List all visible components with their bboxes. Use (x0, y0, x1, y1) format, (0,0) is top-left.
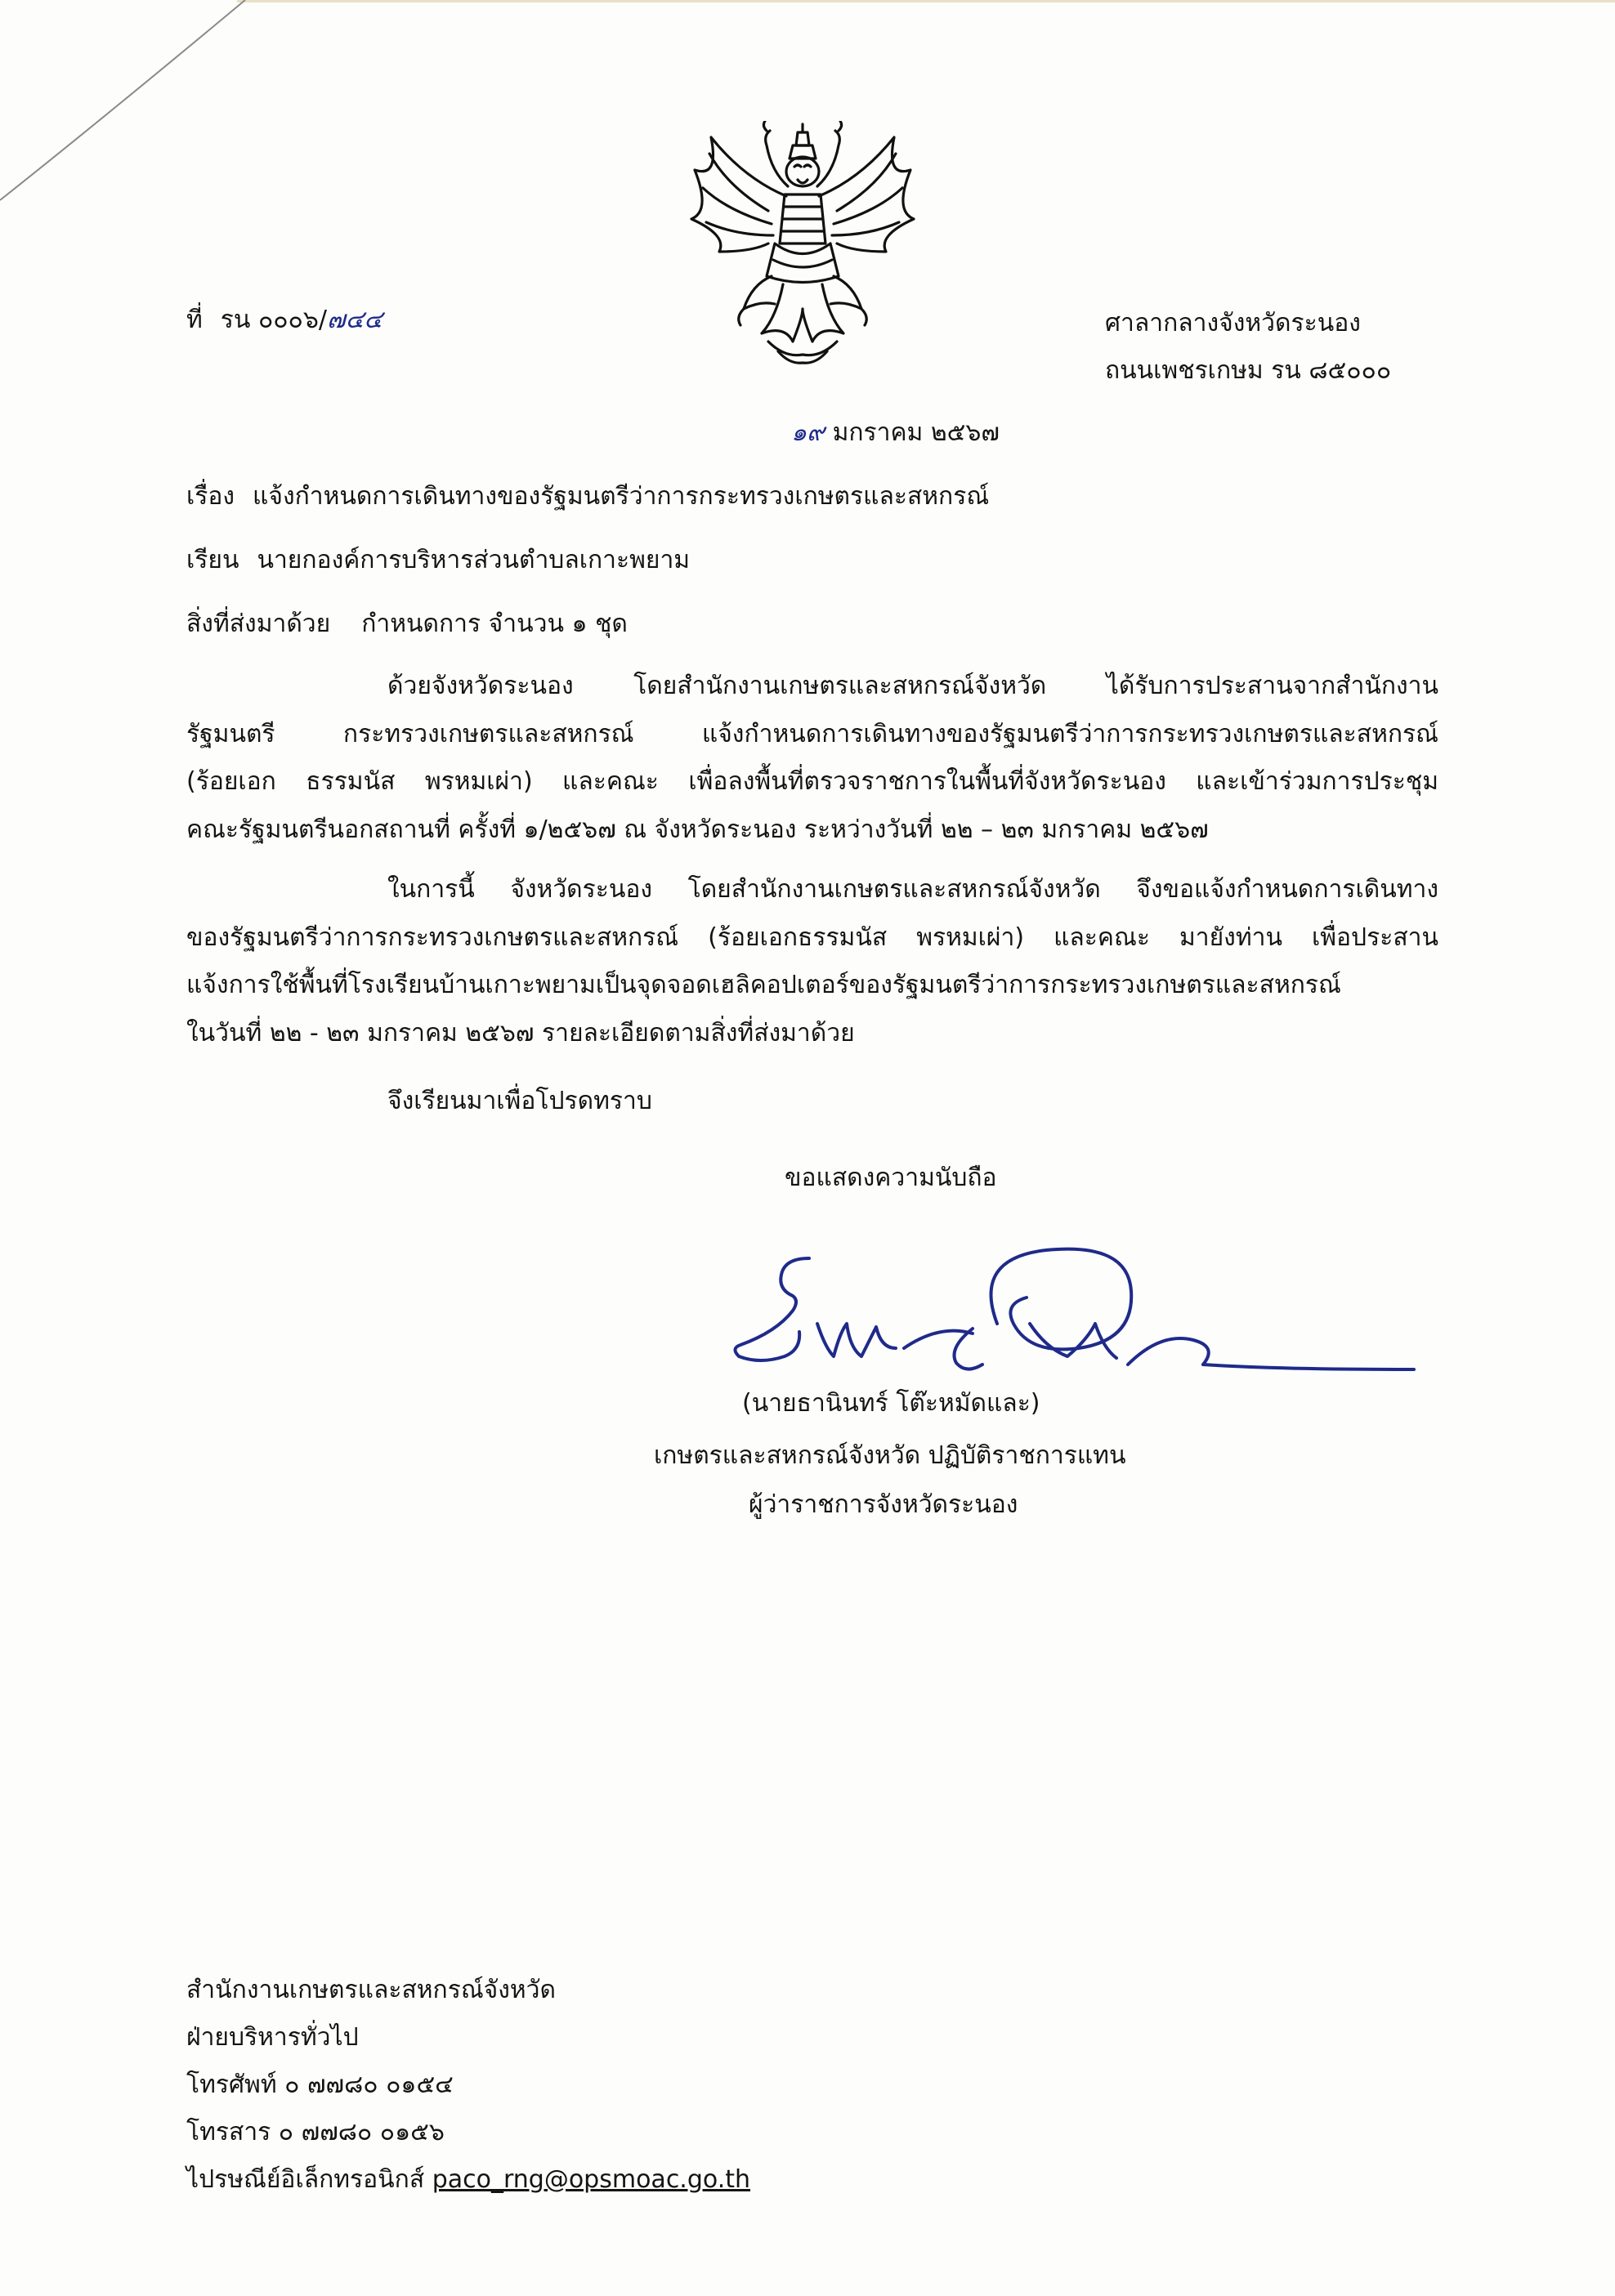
reference-number: รน ๐๐๐๖/ (220, 306, 328, 334)
enclosure-line (186, 608, 628, 641)
office-address: ถนนเพชรเกษม รน ๘๕๐๐๐ (1105, 356, 1392, 385)
document-date (791, 417, 1000, 449)
regards-text: ขอแสดงความนับถือ (785, 1164, 997, 1192)
paragraph-2-line: แจ้งการใช้พื้นที่โรงเรียนบ้านเกาะพยามเป็นจุดจอดเฮลิคอปเตอร์ของรัฐมนตรีว่าการกระทรวงเกษตรและสหกรณ์ (186, 971, 1341, 999)
subject-line (186, 480, 989, 513)
paragraph-1-line: รัฐมนตรี กระทรวงเกษตรและสหกรณ์ แจ้งกำหนดการเดินทางของรัฐมนตรีว่าการกระทรวงเกษตรและสหกรณ์ (186, 719, 1438, 748)
handwritten-signature (703, 1226, 1422, 1389)
paragraph-1-line: ด้วยจังหวัดระนอง โดยสำนักงานเกษตรและสหกรณ์จังหวัด ได้รับการประสานจากสำนักงาน (387, 672, 1438, 700)
recipient-text: นายกองค์การบริหารส่วนตำบลเกาะพยาม (257, 546, 691, 574)
footer-phone: โทรศัพท์ ๐ ๗๗๘๐ ๐๑๕๔ (186, 2070, 454, 2099)
paragraph-2 (186, 866, 1438, 1057)
footer-email-line (186, 2164, 750, 2196)
recipient-line (186, 544, 690, 577)
reference-label: ที่ (186, 306, 203, 334)
paper-fold-line (0, 0, 262, 212)
paragraph-1 (186, 663, 1438, 854)
recipient-label: เรียน (186, 546, 239, 574)
footer-email-link[interactable]: paco_rng@opsmoac.go.th (432, 2165, 751, 2194)
office-name: ศาลากลางจังหวัดระนอง (1105, 309, 1361, 337)
footer-division: ฝ่ายบริหารทั่วไป (186, 2023, 359, 2052)
date-handwritten-day: ๑๙ (791, 418, 825, 447)
enclosure-text: กำหนดการ จำนวน ๑ ชุด (361, 610, 628, 638)
footer-fax: โทรสาร ๐ ๗๗๘๐ ๐๑๕๖ (186, 2118, 445, 2146)
reference-line (186, 304, 382, 337)
subject-text: แจ้งกำหนดการเดินทางของรัฐมนตรีว่าการกระทรวงเกษตรและสหกรณ์ (253, 482, 990, 511)
paragraph-1-line: คณะรัฐมนตรีนอกสถานที่ ครั้งที่ ๑/๒๕๖๗ ณ จังหวัดระนอง ระหว่างวันที่ ๒๒ – ๒๓ มกราคม ๒๕๖๗ (186, 815, 1209, 844)
paragraph-2-line: ในการนี้ จังหวัดระนอง โดยสำนักงานเกษตรและสหกรณ์จังหวัด จึงขอแจ้งกำหนดการเดินทาง (387, 875, 1438, 904)
signer-position-governor: ผู้ว่าราชการจังหวัดระนอง (749, 1490, 1018, 1519)
subject-label: เรื่อง (186, 482, 235, 511)
signer-position: เกษตรและสหกรณ์จังหวัด ปฏิบัติราชการแทน (654, 1441, 1126, 1470)
enclosure-label: สิ่งที่ส่งมาด้วย (186, 610, 331, 638)
closing-line: จึงเรียนมาเพื่อโปรดทราบ (387, 1087, 652, 1115)
paragraph-1-line: (ร้อยเอก ธรรมนัส พรหมเผ่า) และคณะ เพื่อลงพื้นที่ตรวจราชการในพื้นที่จังหวัดระนอง และเข้าร่วมการประชุม (186, 767, 1438, 796)
reference-handwritten-number: ๗๔๔ (327, 306, 382, 334)
paper-edge (237, 0, 1615, 2)
date-month-year: มกราคม ๒๕๖๗ (832, 418, 1000, 447)
footer-email-label: ไปรษณีย์อิเล็กทรอนิกส์ (186, 2165, 425, 2194)
footer-office: สำนักงานเกษตรและสหกรณ์จังหวัด (186, 1976, 556, 2004)
garuda-emblem-icon (687, 121, 919, 366)
signer-name: (นายธานินทร์ โต๊ะหมัดและ) (742, 1389, 1040, 1418)
paragraph-2-line: ของรัฐมนตรีว่าการกระทรวงเกษตรและสหกรณ์ (ร้อยเอกธรรมนัส พรหมเผ่า) และคณะ มายังท่าน เพื่อประสาน (186, 922, 1438, 952)
paragraph-2-line: ในวันที่ ๒๒ - ๒๓ มกราคม ๒๕๖๗ รายละเอียดตามสิ่งที่ส่งมาด้วย (186, 1018, 855, 1047)
